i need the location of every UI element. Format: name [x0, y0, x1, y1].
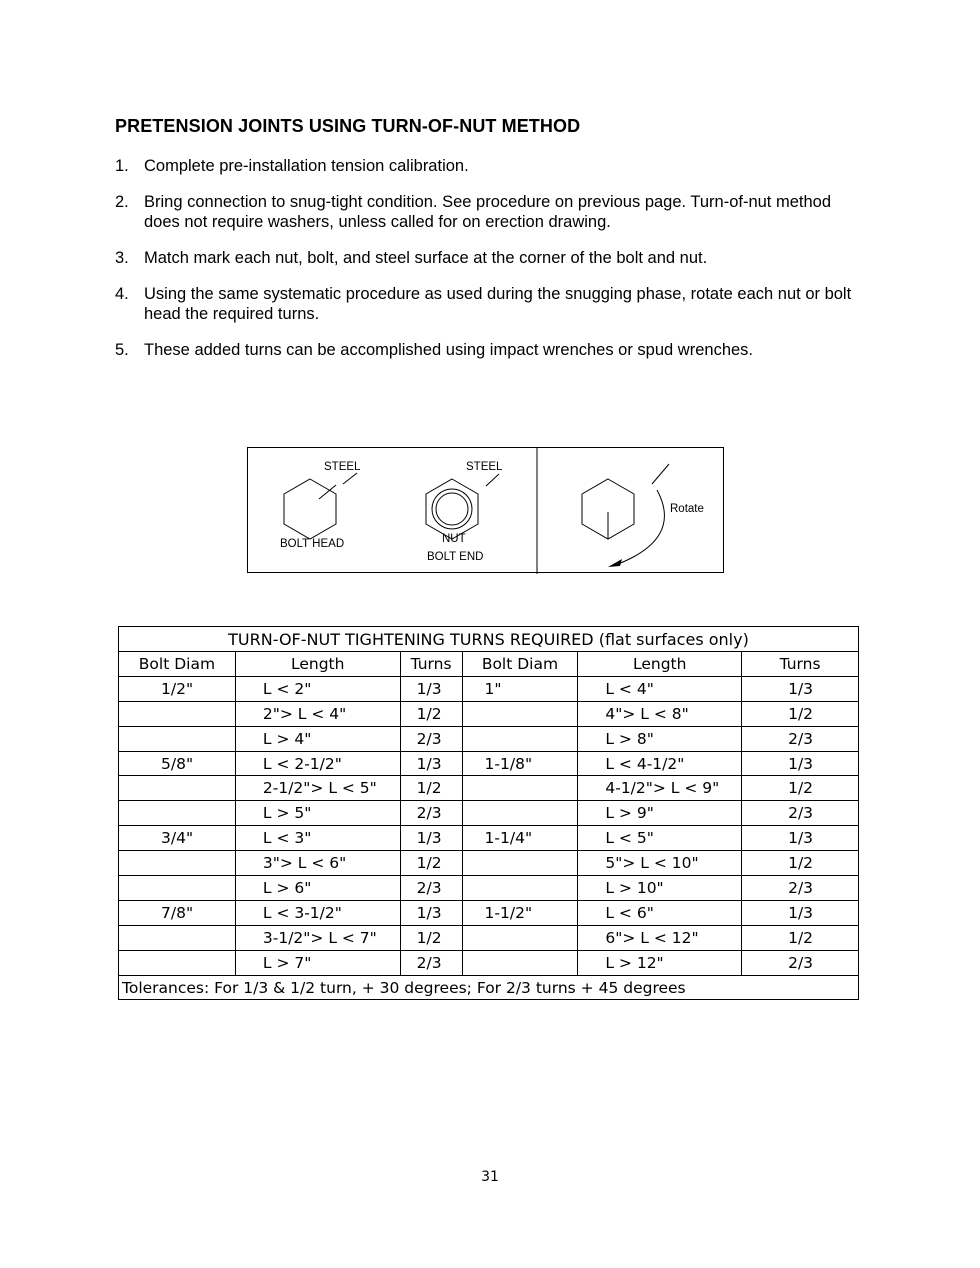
turn-of-nut-table — [118, 626, 859, 1000]
rotate-figure — [582, 464, 704, 567]
header-turns: Turns — [742, 652, 859, 677]
header-bolt-diam: Bolt Diam — [119, 652, 236, 677]
bolt-diam-cell — [119, 876, 236, 901]
turns-cell: 2/3 — [400, 950, 462, 975]
length-cell: 4"> L < 8" — [578, 701, 742, 726]
nut-hexagon-icon — [426, 479, 478, 539]
step-number: 3. — [115, 249, 129, 267]
length-cell: 4-1/2"> L < 9" — [578, 776, 742, 801]
table-row — [119, 801, 859, 826]
turns-cell: 1/3 — [400, 676, 462, 701]
steel-leader-line — [486, 474, 499, 486]
rotate-label: Rotate — [670, 503, 704, 515]
turns-cell: 1/3 — [742, 826, 859, 851]
turns-cell: 1/3 — [742, 900, 859, 925]
bolt-diam-cell: 5/8" — [119, 751, 236, 776]
length-cell: L > 9" — [578, 801, 742, 826]
turns-cell: 1/3 — [400, 826, 462, 851]
step-number: 5. — [115, 341, 129, 359]
turns-cell: 1/2 — [400, 776, 462, 801]
rotate-arc — [613, 490, 664, 566]
bolt-diam-cell — [119, 950, 236, 975]
length-cell: L > 10" — [578, 876, 742, 901]
steel-leader-line — [343, 473, 357, 484]
turns-cell: 1/3 — [400, 900, 462, 925]
turns-cell: 1/3 — [742, 676, 859, 701]
length-cell: L < 4" — [578, 676, 742, 701]
length-cell: L > 5" — [235, 801, 400, 826]
length-cell: L < 3" — [235, 826, 400, 851]
table-row — [119, 876, 859, 901]
length-cell: 6"> L < 12" — [578, 925, 742, 950]
step-text: Using the same systematic procedure as used during the snugging phase, rotate each nut or bolt head the required turns. — [144, 285, 852, 323]
turns-cell: 1/2 — [742, 851, 859, 876]
turns-cell: 1/2 — [742, 925, 859, 950]
table-title: TURN-OF-NUT TIGHTENING TURNS REQUIRED (flat surfaces only) — [119, 627, 859, 652]
table-row — [119, 950, 859, 975]
bolt-diam-cell: 1-1/8" — [462, 751, 578, 776]
bolt-diam-cell — [119, 701, 236, 726]
table-title-row — [119, 627, 859, 652]
bolt-diam-cell — [462, 726, 578, 751]
turns-cell: 2/3 — [742, 726, 859, 751]
bolt-end-inner-circle-icon — [436, 493, 468, 525]
length-cell: L < 2" — [235, 676, 400, 701]
bolt-diam-cell — [119, 726, 236, 751]
bolt-diam-cell — [119, 801, 236, 826]
length-cell: 3-1/2"> L < 7" — [235, 925, 400, 950]
turns-cell: 2/3 — [742, 950, 859, 975]
turns-cell: 1/2 — [400, 701, 462, 726]
table-row — [119, 676, 859, 701]
turns-cell: 2/3 — [400, 726, 462, 751]
bolt-diam-cell — [462, 925, 578, 950]
step-number: 1. — [115, 157, 129, 175]
table-row — [119, 701, 859, 726]
bolt-diam-cell: 1-1/4" — [462, 826, 578, 851]
length-cell: L > 6" — [235, 876, 400, 901]
bolt-diam-cell — [462, 701, 578, 726]
bolt-diam-cell: 1" — [462, 676, 578, 701]
nut-figure — [426, 461, 503, 563]
table-row — [119, 726, 859, 751]
header-length: Length — [235, 652, 400, 677]
turns-cell: 1/3 — [742, 751, 859, 776]
bolt-end-circle-icon — [432, 489, 472, 529]
tolerances-row — [119, 975, 859, 1000]
length-cell: L > 8" — [578, 726, 742, 751]
length-cell: 2"> L < 4" — [235, 701, 400, 726]
length-cell: L < 2-1/2" — [235, 751, 400, 776]
bolt-diam-cell — [119, 776, 236, 801]
table-row — [119, 851, 859, 876]
length-cell: 3"> L < 6" — [235, 851, 400, 876]
turns-cell: 1/2 — [400, 851, 462, 876]
table-row — [119, 776, 859, 801]
step-number: 4. — [115, 285, 129, 303]
header-turns: Turns — [400, 652, 462, 677]
bolt-diam-cell — [462, 876, 578, 901]
bolt-diam-cell: 7/8" — [119, 900, 236, 925]
step-text: These added turns can be accomplished using impact wrenches or spud wrenches. — [144, 341, 754, 359]
bolt-diam-cell: 1-1/2" — [462, 900, 578, 925]
bolt-diam-cell: 3/4" — [119, 826, 236, 851]
turns-cell: 2/3 — [400, 876, 462, 901]
bolt-diam-cell — [462, 801, 578, 826]
tolerances-note: Tolerances: For 1/3 & 1/2 turn, + 30 degrees; For 2/3 turns + 45 degrees — [119, 975, 859, 1000]
turns-cell: 1/3 — [400, 751, 462, 776]
step-number: 2. — [115, 193, 129, 211]
length-cell: L > 4" — [235, 726, 400, 751]
section-heading: PRETENSION JOINTS USING TURN-OF-NUT METHOD — [115, 116, 581, 136]
table-row — [119, 751, 859, 776]
bolt-diam-cell — [462, 851, 578, 876]
table-header-row — [119, 652, 859, 677]
length-cell: L < 6" — [578, 900, 742, 925]
length-cell: L > 7" — [235, 950, 400, 975]
length-cell: L < 5" — [578, 826, 742, 851]
length-cell: 5"> L < 10" — [578, 851, 742, 876]
steel-label-1: STEEL — [324, 461, 361, 473]
nut-label: NUT — [442, 533, 466, 545]
steel-label-2: STEEL — [466, 461, 503, 473]
turns-cell: 1/2 — [400, 925, 462, 950]
table-row — [119, 925, 859, 950]
rotate-arrow-icon — [608, 559, 622, 567]
step-text: Complete pre-installation tension calibration. — [144, 157, 469, 175]
rotate-start-line — [652, 464, 669, 484]
turns-cell: 1/2 — [742, 701, 859, 726]
turns-cell: 2/3 — [742, 876, 859, 901]
bolt-diam-cell — [119, 925, 236, 950]
header-bolt-diam: Bolt Diam — [462, 652, 578, 677]
turns-cell: 2/3 — [400, 801, 462, 826]
bolt-diam-cell — [119, 851, 236, 876]
bolt-end-label: BOLT END — [427, 551, 484, 563]
bolt-diam-cell: 1/2" — [119, 676, 236, 701]
table-row — [119, 900, 859, 925]
table-row — [119, 826, 859, 851]
length-cell: L < 3-1/2" — [235, 900, 400, 925]
page-number: 31 — [481, 1169, 499, 1185]
bolt-head-figure — [280, 461, 361, 550]
length-cell: L < 4-1/2" — [578, 751, 742, 776]
turns-cell: 2/3 — [742, 801, 859, 826]
step-text: Match mark each nut, bolt, and steel surface at the corner of the bolt and nut. — [144, 249, 708, 267]
diagram-svg — [248, 448, 725, 574]
length-cell: L > 12" — [578, 950, 742, 975]
bolt-diam-cell — [462, 776, 578, 801]
length-cell: 2-1/2"> L < 5" — [235, 776, 400, 801]
bolt-head-label: BOLT HEAD — [280, 538, 345, 550]
header-length: Length — [578, 652, 742, 677]
turns-cell: 1/2 — [742, 776, 859, 801]
bolt-head-hexagon-icon — [284, 479, 336, 539]
bolt-diam-cell — [462, 950, 578, 975]
step-text: Bring connection to snug-tight condition. See procedure on previous page. Turn-of-nut method does not require washers, unless called for on erection drawing. — [144, 193, 832, 231]
turn-of-nut-diagram — [247, 447, 724, 573]
